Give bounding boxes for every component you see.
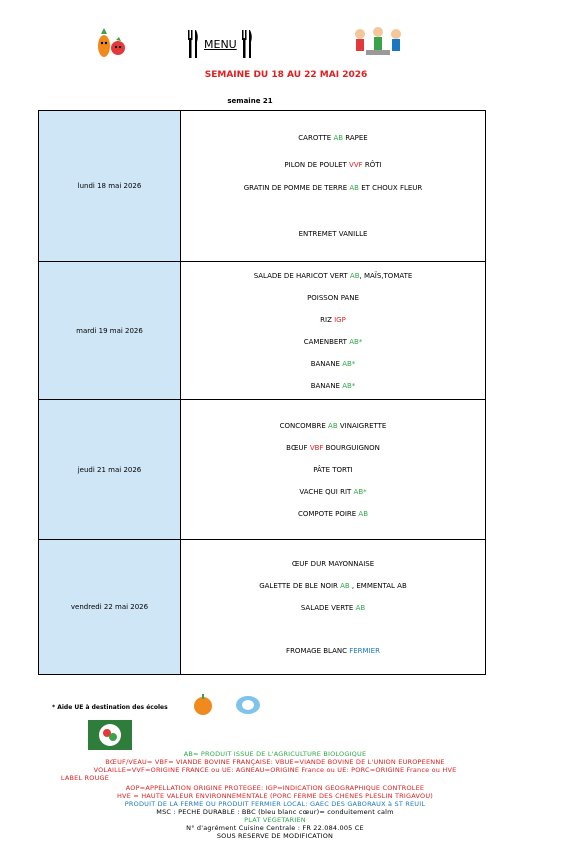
week-title: SEMAINE DU 18 AU 22 MAI 2026 [204,70,368,80]
dish: COMPOTE POIRE AB [298,509,368,518]
legend-line: VOLAILLE=VVF=ORIGINE FRANCE ou UE: AGNEAU=ORIGINE France ou UE: PORC=ORIGINE France ou HVE [93,766,457,774]
apple-logo-icon [190,694,216,716]
legend-line: BŒUF/VEAU= VBF= VIANDE BOVINE FRANÇAISE: VBUE=VIANDE BOVINE DE L'UNION EUROPEENNE [105,758,445,766]
day-row [39,262,486,400]
menu-title: MENU [204,38,237,51]
dish: SALADE VERTE AB [300,603,366,612]
legend-line: AB= PRODUIT ISSUE DE L'AGRICULTURE BIOLOGIQUE [183,750,367,758]
dish: RIZ IGP [320,315,346,324]
legend-line: MSC : PECHE DURABLE : BBC (bleu blanc cœur)= conduitement calm [156,808,394,816]
legend-line: SOUS RESERVE DE MODIFICATION [216,832,334,840]
dish: BŒUF VBF BOURGUIGNON [286,443,380,452]
legend-line: HVE = HAUTE VALEUR ENVIRONNEMENTALE (PORC FERME DES CHENES PLESLIN TRIGAVOU) [116,792,434,800]
day-label: mardi 19 mai 2026 [39,262,181,400]
day-label: vendredi 22 mai 2026 [39,540,181,675]
fork-knife-left-icon [186,30,200,58]
dish: CONCOMBRE AB VINAIGRETTE [279,421,387,430]
dish: PÂTE TORTI [313,465,353,474]
dish: GALETTE DE BLE NOIR AB , EMMENTAL AB [259,581,407,590]
day-label: jeudi 21 mai 2026 [39,400,181,540]
legend-line: LABEL ROUGE [60,774,110,782]
dish: POISSON PANE [307,293,359,302]
week-number: semaine 21 [227,97,273,105]
day-row [39,540,486,675]
vegetarian-plate-icon [88,720,132,750]
dish-list [181,262,486,400]
legend-line: AOP=APPELLATION ORIGINE PROTEGEE: IGP=INDICATION GEOGRAPHIQUE CONTROLEE [125,784,425,792]
dish: CAMENBERT AB* [303,337,363,346]
legend-line: N° d'agrément Cuisine Centrale : FR 22.084.005 CE [186,824,364,832]
dish: ENTREMET VANILLE [298,230,368,238]
milk-logo-icon [234,694,262,716]
dish: GRATIN DE POMME DE TERRE AB ET CHOUX FLEUR [243,184,423,192]
dish: BANANE AB* [310,381,356,390]
dish: ŒUF DUR MAYONNAISE [291,559,375,568]
dish: BANANE AB* [310,359,356,368]
legend-line: PLAT VEGETARIEN [244,816,306,824]
aide-ue-note: * Aide UE à destination des écoles [52,704,168,711]
vegetables-mascot-icon [92,28,128,60]
fork-knife-right-icon [240,30,254,58]
dish-list [181,540,486,675]
day-row [39,400,486,540]
dish: VACHE QUI RIT AB* [299,487,367,496]
menu-table [38,110,486,675]
day-label: lundi 18 mai 2026 [39,111,181,262]
dish: SALADE DE HARICOT VERT AB, MAÏS,TOMATE [253,271,413,280]
legend-line: PRODUIT DE LA FERME OU PRODUIT FERMIER LOCAL: GAEC DES GABORAUX à ST REUIL [124,800,426,808]
dish: PILON DE POULET VVF RÔTI [284,161,382,169]
children-cooking-icon [352,26,404,60]
day-row [39,111,486,262]
dish: CAROTTE AB RAPEE [298,134,368,142]
dish: FROMAGE BLANC FERMIER [286,646,380,655]
dish-list [181,111,486,262]
dish-list [181,400,486,540]
